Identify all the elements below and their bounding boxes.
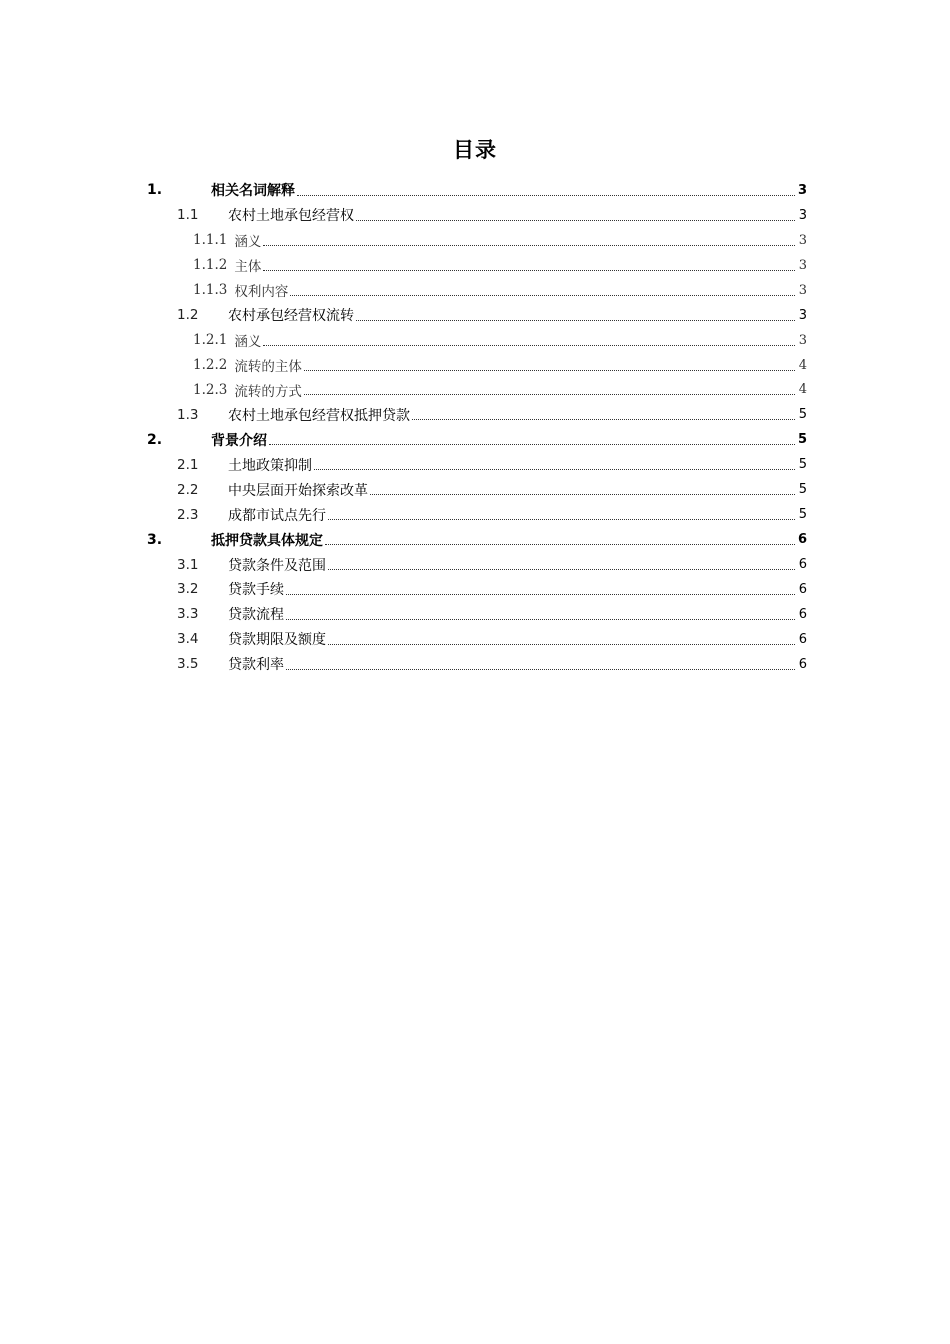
toc-entry-3-1[interactable]	[145, 552, 807, 577]
toc-entry-title: 贷款期限及额度	[228, 632, 326, 649]
toc-entry-number: 3.5	[177, 656, 199, 673]
toc-entry-page: 3	[798, 232, 807, 248]
toc-entry-1[interactable]	[145, 178, 807, 203]
toc-entry-title: 成都市试点先行	[228, 507, 326, 524]
dot-leader	[263, 245, 795, 246]
dot-leader	[412, 419, 795, 420]
toc-entry-2[interactable]	[145, 427, 807, 452]
dot-leader	[370, 494, 795, 495]
toc-entry-1-2-1[interactable]	[145, 328, 807, 353]
toc-entry-title: 涵义	[234, 234, 262, 251]
toc-entry-page: 6	[797, 532, 807, 548]
dot-leader	[314, 469, 795, 470]
toc-entry-title: 权利内容	[234, 284, 289, 301]
toc-entry-number: 1.1.3	[193, 282, 228, 299]
toc-entry-1-2[interactable]	[145, 303, 807, 328]
toc-entry-number: 2.3	[177, 506, 199, 523]
toc-entry-1-1-3[interactable]	[145, 278, 807, 303]
toc-entry-page: 3	[798, 257, 807, 273]
toc-entry-1-1-1[interactable]	[145, 228, 807, 253]
toc-entry-3[interactable]	[145, 527, 807, 552]
toc-entry-number: 3.2	[177, 581, 199, 598]
toc-entry-title: 相关名词解释	[211, 183, 295, 200]
toc-entry-3-2[interactable]	[145, 577, 807, 602]
dot-leader	[328, 569, 795, 570]
toc-entry-title: 中央层面开始探索改革	[228, 482, 368, 499]
toc-entry-title: 主体	[234, 259, 262, 276]
toc-entry-number: 1.2	[177, 307, 199, 324]
toc-entry-page: 3	[798, 207, 807, 223]
toc-entry-number: 2.	[147, 431, 163, 448]
toc-title: 目录	[453, 138, 497, 162]
toc-entry-number: 1.1	[177, 207, 199, 224]
toc-entry-title: 土地政策抑制	[228, 457, 312, 474]
toc-entry-page: 5	[798, 407, 807, 423]
toc-entry-page: 3	[797, 182, 807, 198]
toc-entry-number: 1.1.2	[193, 257, 228, 274]
dot-leader	[286, 619, 795, 620]
toc-entry-number: 3.	[147, 531, 163, 548]
toc-entry-page: 4	[798, 382, 807, 398]
dot-leader	[269, 444, 795, 445]
toc-entry-title: 贷款流程	[228, 607, 284, 624]
toc-entry-page: 6	[798, 581, 807, 597]
toc-entry-title: 流转的主体	[234, 359, 302, 376]
dot-leader	[328, 519, 795, 520]
toc-entry-title: 农村土地承包经营权抵押贷款	[228, 407, 410, 424]
toc-entry-page: 3	[798, 332, 807, 348]
toc-entry-number: 1.	[147, 182, 163, 199]
toc-entry-1-3[interactable]	[145, 402, 807, 427]
toc-entry-title: 农村土地承包经营权	[228, 208, 354, 225]
dot-leader	[356, 220, 795, 221]
toc-entry-2-3[interactable]	[145, 502, 807, 527]
toc-entry-title: 贷款手续	[228, 582, 284, 599]
toc-entry-page: 6	[798, 656, 807, 672]
dot-leader	[325, 544, 795, 545]
toc-entry-number: 1.2.1	[193, 332, 228, 349]
dot-leader	[328, 644, 795, 645]
toc-entry-title: 贷款条件及范围	[228, 557, 326, 574]
toc-entry-title: 涵义	[234, 334, 262, 351]
dot-leader	[290, 295, 795, 296]
dot-leader	[356, 320, 795, 321]
toc-entry-page: 6	[798, 631, 807, 647]
toc-entry-number: 1.3	[177, 406, 199, 423]
toc-entry-page: 3	[798, 307, 807, 323]
toc-entry-page: 4	[798, 357, 807, 373]
toc-entry-title: 抵押贷款具体规定	[211, 532, 323, 549]
toc-entry-page: 5	[797, 432, 807, 448]
toc-entry-title: 背景介绍	[211, 432, 267, 449]
toc-entry-number: 3.1	[177, 556, 199, 573]
toc-entry-page: 5	[798, 457, 807, 473]
toc-entry-title: 农村承包经营权流转	[228, 308, 354, 325]
toc-entry-1-1[interactable]	[145, 203, 807, 228]
dot-leader	[286, 669, 795, 670]
toc-entry-3-4[interactable]	[145, 627, 807, 652]
dot-leader	[297, 195, 795, 196]
toc-entry-1-1-2[interactable]	[145, 253, 807, 278]
toc-entry-1-2-2[interactable]	[145, 353, 807, 378]
toc-entry-page: 5	[798, 507, 807, 523]
dot-leader	[263, 345, 795, 346]
dot-leader	[263, 270, 795, 271]
table-of-contents	[145, 178, 807, 677]
toc-entry-number: 1.2.2	[193, 357, 228, 374]
dot-leader	[304, 394, 795, 395]
toc-entry-2-2[interactable]	[145, 477, 807, 502]
dot-leader	[304, 370, 795, 371]
toc-entry-2-1[interactable]	[145, 452, 807, 477]
toc-entry-title: 贷款利率	[228, 657, 284, 674]
toc-entry-page: 5	[798, 482, 807, 498]
toc-entry-page: 6	[798, 606, 807, 622]
toc-entry-3-3[interactable]	[145, 602, 807, 627]
toc-entry-3-5[interactable]	[145, 652, 807, 677]
toc-entry-number: 2.2	[177, 481, 199, 498]
toc-entry-number: 3.4	[177, 631, 199, 648]
toc-entry-title: 流转的方式	[234, 383, 302, 400]
toc-entry-page: 3	[798, 282, 807, 298]
toc-entry-number: 2.1	[177, 456, 199, 473]
toc-entry-page: 6	[798, 557, 807, 573]
toc-entry-number: 1.1.1	[193, 232, 228, 249]
dot-leader	[286, 594, 795, 595]
toc-entry-1-2-3[interactable]	[145, 378, 807, 403]
toc-entry-number: 1.2.3	[193, 381, 228, 398]
toc-entry-number: 3.3	[177, 606, 199, 623]
